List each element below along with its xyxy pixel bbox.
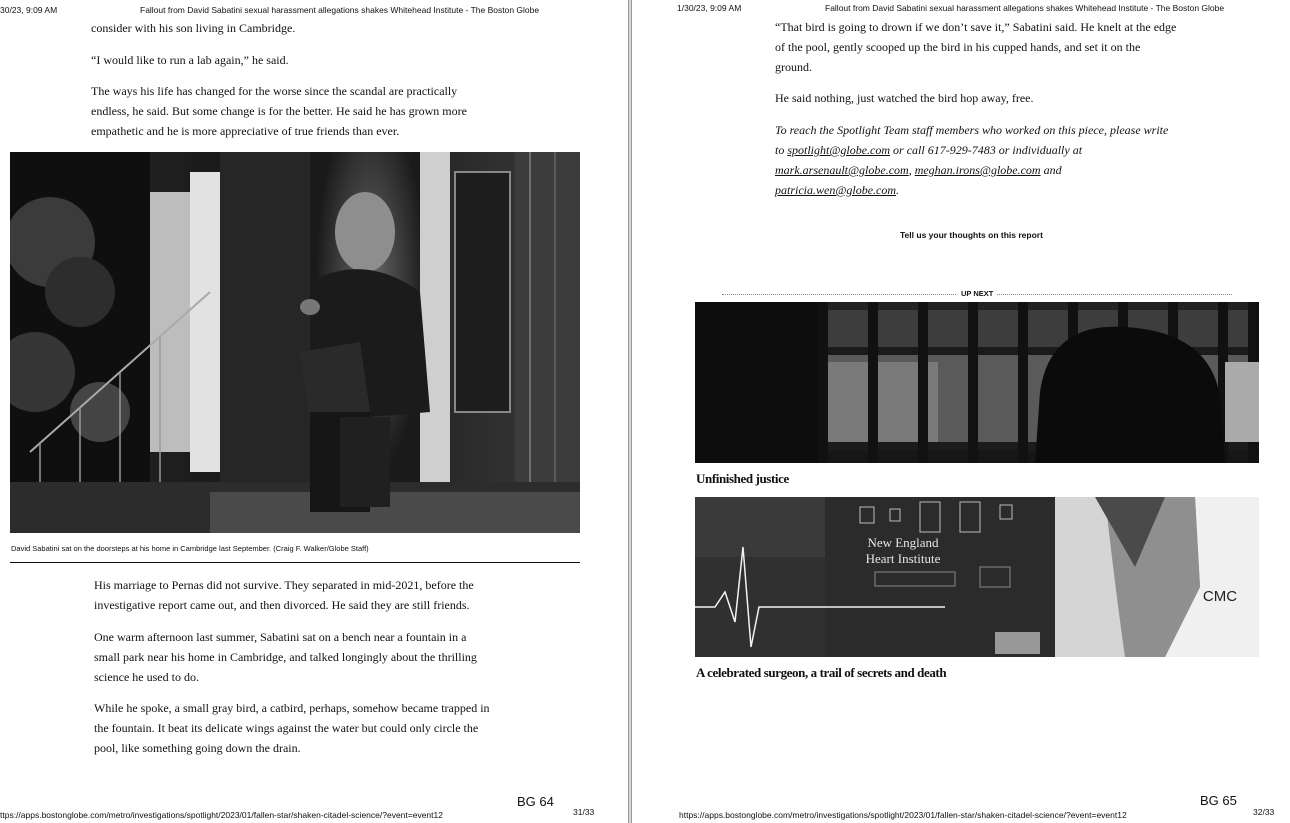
print-header-title: Fallout from David Sabatini sexual harassment allegations shakes Whitehead Institute - The Boston Globe bbox=[825, 3, 1225, 13]
contact-separator: , bbox=[908, 163, 915, 177]
print-footer-url: ttps://apps.bostonglobe.com/metro/investigations/spotlight/2023/01/fallen-star/shaken-citadel-science/?event=event12 bbox=[0, 810, 443, 820]
article-paragraph: While he spoke, a small gray bird, a catbird, perhaps, somehow became trapped in the fountain. It beat its delicate wings against the water but could only circle the pool, like something going down the drain. bbox=[94, 701, 490, 755]
print-header-title: Fallout from David Sabatini sexual harassment allegations shakes Whitehead Institute - The Boston Globe bbox=[140, 5, 540, 15]
feedback-link[interactable]: Tell us your thoughts on this report bbox=[900, 230, 1043, 240]
article-paragraph: His marriage to Pernas did not survive. They separated in mid-2021, before the investigative report came out, and then divorced. He said they are still friends. bbox=[94, 578, 474, 612]
up-next-label: UP NEXT bbox=[957, 289, 997, 298]
up-next-story-1-title[interactable]: Unfinished justice bbox=[696, 471, 789, 486]
photo-illustration bbox=[10, 152, 580, 533]
photo-caption: David Sabatini sat on the doorsteps at his home in Cambridge last September. (Craig F. Walker/Globe Staff) bbox=[11, 544, 369, 553]
contact-lead: To reach the Spotlight Team staff members who worked on this piece, please write to bbox=[775, 123, 1169, 157]
up-next-story-1-image[interactable] bbox=[695, 302, 1259, 463]
mark-arsenault-email-link[interactable]: mark.arsenault@globe.com bbox=[775, 163, 909, 177]
spotlight-email-link[interactable]: spotlight@globe.com bbox=[787, 143, 891, 157]
print-header-datetime: 30/23, 9:09 AM bbox=[0, 5, 58, 15]
contact-separator: and bbox=[1040, 163, 1062, 177]
meghan-irons-email-link[interactable]: meghan.irons@globe.com bbox=[914, 163, 1041, 177]
story-1-illustration bbox=[695, 302, 1259, 463]
printed-page-right bbox=[632, 0, 1290, 823]
bates-number: BG 65 bbox=[1200, 793, 1237, 808]
article-paragraph: One warm afternoon last summer, Sabatini sat on a bench near a fountain in a small park near his home in Cambridge, and talked longingly about the thrilling science he used to do. bbox=[94, 630, 477, 684]
article-paragraph: The ways his life has changed for the worse since the scandal are practically endless, he said. But some change is for the better. He said he has grown more empathetic and he is more appreciative of true friends than ever. bbox=[91, 84, 467, 138]
spotlight-contact-paragraph bbox=[775, 120, 1175, 200]
article-photo-sabatini bbox=[10, 152, 580, 533]
up-next-story-2-image[interactable] bbox=[695, 497, 1259, 657]
printed-page-left bbox=[0, 0, 628, 823]
article-paragraph: consider with his son living in Cambridge. bbox=[91, 21, 296, 35]
patricia-wen-email-link[interactable]: patricia.wen@globe.com bbox=[775, 183, 897, 197]
coat-logo: CMC bbox=[1202, 588, 1238, 605]
print-page-number: 32/33 bbox=[1253, 807, 1275, 817]
bates-number: BG 64 bbox=[517, 794, 554, 809]
story-2-illustration bbox=[695, 497, 1259, 657]
article-paragraph: “That bird is going to drown if we don’t save it,” Sabatini said. He knelt at the edge of the pool, gently scooped up the bird in his cupped hands, and set it on the ground. bbox=[775, 20, 1177, 74]
contact-end: . bbox=[896, 183, 900, 197]
print-page-number: 31/33 bbox=[573, 807, 595, 817]
print-header-datetime: 1/30/23, 9:09 AM bbox=[677, 3, 742, 13]
print-footer-url: https://apps.bostonglobe.com/metro/investigations/spotlight/2023/01/fallen-star/shaken-citadel-science/?event=event12 bbox=[679, 810, 1127, 820]
contact-mid: or call 617-929-7483 or individually at bbox=[890, 143, 1083, 157]
sign-line-1: New England bbox=[867, 535, 939, 550]
article-paragraph: He said nothing, just watched the bird hop away, free. bbox=[775, 91, 1034, 105]
up-next-story-2-title[interactable]: A celebrated surgeon, a trail of secrets and death bbox=[696, 665, 947, 680]
article-paragraph: “I would like to run a lab again,” he said. bbox=[91, 53, 289, 67]
sign-line-2: Heart Institute bbox=[865, 551, 941, 566]
caption-divider bbox=[10, 562, 580, 563]
heart-institute-sign bbox=[853, 535, 953, 567]
